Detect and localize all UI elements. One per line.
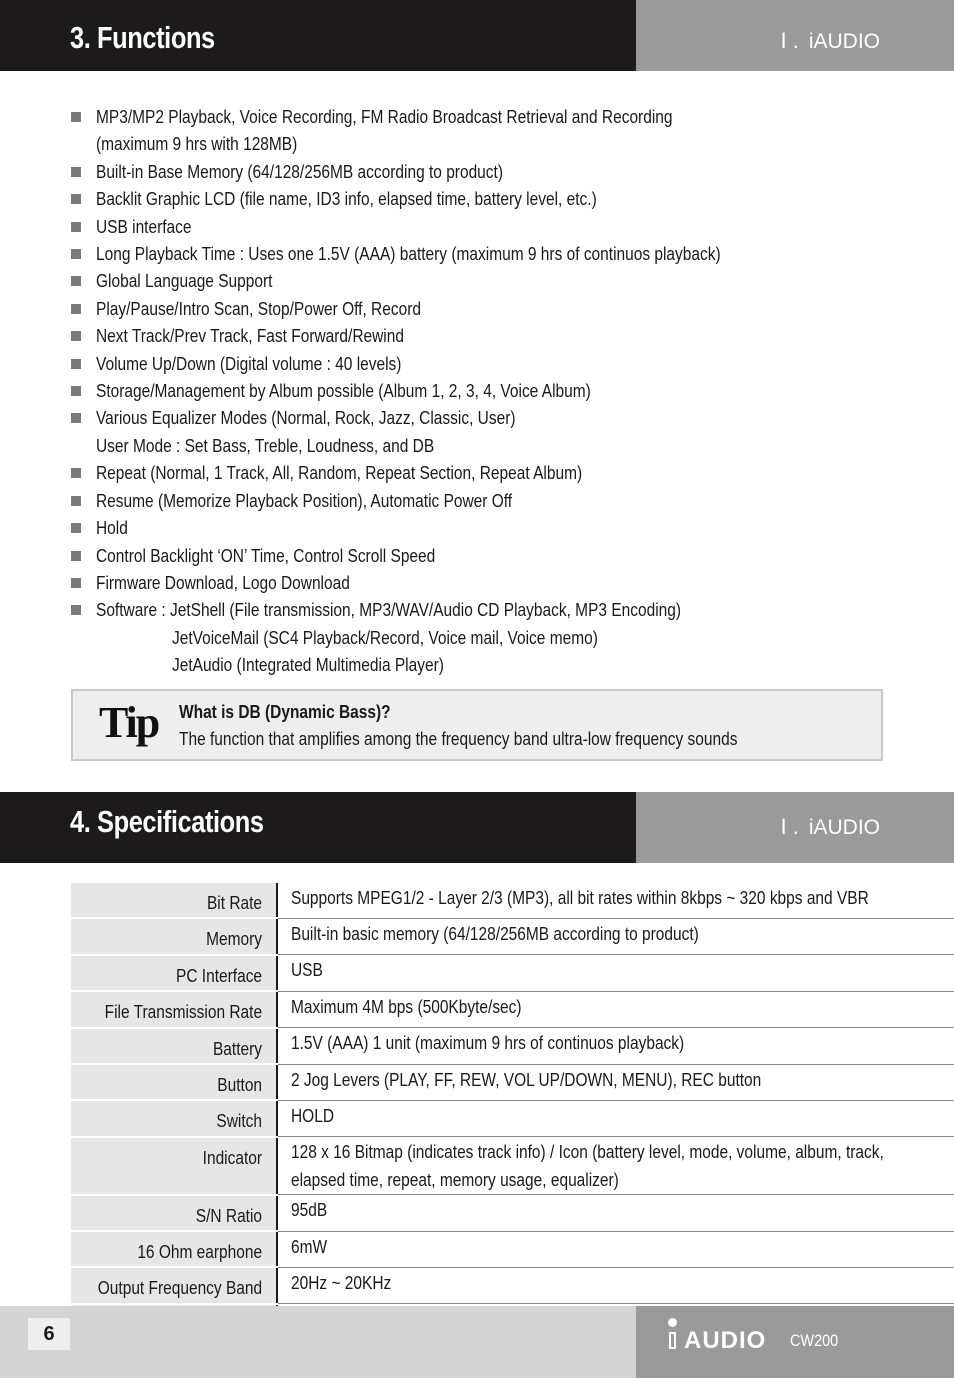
header-brand — [780, 814, 880, 840]
function-item — [70, 268, 890, 295]
spec-row — [71, 1195, 954, 1231]
tip-question: What is DB (Dynamic Bass)? — [179, 702, 391, 722]
function-text: Hold — [96, 518, 128, 539]
function-text: Storage/Management by Album possible (Album 1, 2, 3, 4, Voice Album) — [96, 381, 591, 402]
spec-label: S/N Ratio — [195, 1205, 263, 1226]
footer-left — [0, 1306, 636, 1378]
function-item — [70, 186, 890, 213]
spec-row — [71, 1137, 954, 1195]
spec-value: Built-in basic memory (64/128/256MB according to product) — [291, 923, 699, 944]
function-item — [70, 351, 890, 378]
function-item — [70, 515, 890, 542]
function-text: USB interface — [96, 216, 192, 237]
function-subtext: JetVoiceMail (SC4 Playback/Record, Voice mail, Voice memo) — [172, 627, 598, 648]
header-brand — [780, 28, 880, 54]
function-text: User Mode : Set Bass, Treble, Loudness, and DB — [96, 435, 435, 456]
square-bullet-icon — [71, 605, 81, 615]
function-item — [70, 570, 890, 597]
function-item — [70, 488, 890, 515]
footer-brand-word: AUDIO — [684, 1327, 767, 1354]
square-bullet-icon — [71, 112, 81, 122]
square-bullet-icon — [71, 304, 81, 314]
square-bullet-icon — [71, 167, 81, 177]
function-item — [70, 159, 890, 186]
function-item — [70, 378, 890, 405]
spec-label: Memory — [206, 929, 263, 950]
spec-row — [71, 1028, 954, 1064]
specs-title: 4. Specifications — [70, 804, 264, 839]
function-item — [70, 543, 890, 570]
specs-header — [0, 792, 954, 863]
tip-logo: Tip — [99, 698, 159, 747]
logo-dot-icon — [668, 1318, 677, 1327]
chapter-roman: I . — [780, 814, 799, 839]
spec-label: Output Frequency Band — [97, 1278, 263, 1299]
spec-label: 16 Ohm earphone — [137, 1242, 263, 1263]
function-item — [70, 214, 890, 241]
function-text: Control Backlight ‘ON’ Time, Control Scroll Speed — [96, 545, 436, 566]
function-text: Repeat (Normal, 1 Track, All, Random, Repeat Section, Repeat Album) — [96, 463, 583, 484]
spec-label: PC Interface — [176, 965, 263, 986]
function-text: Next Track/Prev Track, Fast Forward/Rewind — [96, 326, 404, 347]
spec-row — [71, 1267, 954, 1303]
function-subtext: JetAudio (Integrated Multimedia Player) — [172, 655, 444, 676]
spec-row — [71, 883, 954, 918]
spec-value: 6mW — [291, 1236, 328, 1257]
tip-answer: The function that amplifies among the frequency band ultra-low frequency sounds — [179, 729, 738, 749]
square-bullet-icon — [71, 276, 81, 286]
spec-row — [71, 991, 954, 1027]
function-text: MP3/MP2 Playback, Voice Recording, FM Radio Broadcast Retrieval and Recording — [96, 107, 673, 127]
square-bullet-icon — [71, 331, 81, 341]
spec-value: 2 Jog Levers (PLAY, FF, REW, VOL UP/DOWN, MENU), REC button — [291, 1069, 762, 1090]
square-bullet-icon — [71, 249, 81, 259]
function-text: Backlit Graphic LCD (file name, ID3 info, elapsed time, battery level, etc.) — [96, 189, 597, 210]
spec-row — [71, 918, 954, 954]
spec-value: 1.5V (AAA) 1 unit (maximum 9 hrs of continuos playback) — [291, 1033, 685, 1054]
spec-label: Battery — [213, 1038, 263, 1059]
footer-model: CW200 — [790, 1331, 839, 1350]
spec-row — [71, 1064, 954, 1100]
spec-value: 20Hz ~ 20KHz — [291, 1272, 392, 1293]
function-text: Play/Pause/Intro Scan, Stop/Power Off, Record — [96, 298, 421, 319]
function-item — [70, 323, 890, 350]
spec-label: Bit Rate — [207, 893, 263, 913]
function-item — [70, 296, 890, 323]
spec-value: 128 x 16 Bitmap (indicates track info) / Icon (battery level, mode, volume, album, track, — [291, 1142, 884, 1163]
spec-value: Supports MPEG1/2 - Layer 2/3 (MP3), all bit rates within 8kbps ~ 320 kbps and VBR — [291, 888, 869, 908]
spec-label: Indicator — [202, 1147, 263, 1168]
function-item — [70, 460, 890, 487]
function-item — [70, 241, 890, 268]
spec-value: USB — [291, 960, 323, 981]
specs-table — [71, 883, 954, 1378]
spec-value: HOLD — [291, 1105, 335, 1126]
function-text: Volume Up/Down (Digital volume : 40 levels) — [96, 353, 402, 374]
square-bullet-icon — [71, 523, 81, 533]
function-item — [70, 597, 890, 679]
function-text: Resume (Memorize Playback Position), Automatic Power Off — [96, 490, 513, 511]
brand-label: iAUDIO — [808, 30, 880, 53]
square-bullet-icon — [71, 359, 81, 369]
square-bullet-icon — [71, 551, 81, 561]
function-text: Built-in Base Memory (64/128/256MB according to product) — [96, 161, 503, 182]
chapter-roman: I . — [780, 28, 799, 53]
brand-label: iAUDIO — [808, 816, 880, 839]
logo-i-icon — [669, 1332, 676, 1349]
function-text: Software : JetShell (File transmission, MP3/WAV/Audio CD Playback, MP3 Encoding) — [96, 600, 682, 621]
functions-header — [0, 0, 954, 71]
functions-title: 3. Functions — [70, 20, 215, 55]
spec-value: elapsed time, repeat, memory usage, equalizer) — [291, 1169, 619, 1190]
page-number: 6 — [28, 1318, 70, 1350]
spec-value: Maximum 4M bps (500Kbyte/sec) — [291, 996, 522, 1017]
function-item — [70, 405, 890, 460]
function-text: Firmware Download, Logo Download — [96, 572, 350, 593]
square-bullet-icon — [71, 578, 81, 588]
square-bullet-icon — [71, 222, 81, 232]
spec-label: Switch — [216, 1111, 263, 1132]
function-text: Long Playback Time : Uses one 1.5V (AAA) battery (maximum 9 hrs of continuos playback) — [96, 244, 721, 265]
tip-box — [71, 689, 883, 761]
function-text: Various Equalizer Modes (Normal, Rock, Jazz, Classic, User) — [96, 408, 516, 429]
square-bullet-icon — [71, 413, 81, 423]
function-item — [70, 104, 890, 159]
spec-row — [71, 955, 954, 991]
spec-label: Button — [217, 1075, 263, 1096]
square-bullet-icon — [71, 386, 81, 396]
spec-value: 95dB — [291, 1200, 328, 1221]
square-bullet-icon — [71, 194, 81, 204]
spec-label: File Transmission Rate — [104, 1002, 263, 1023]
square-bullet-icon — [71, 468, 81, 478]
spec-row — [71, 1231, 954, 1267]
function-text: Global Language Support — [96, 271, 273, 292]
square-bullet-icon — [71, 496, 81, 506]
functions-list — [70, 104, 890, 680]
spec-row — [71, 1100, 954, 1136]
function-text: (maximum 9 hrs with 128MB) — [96, 134, 298, 155]
